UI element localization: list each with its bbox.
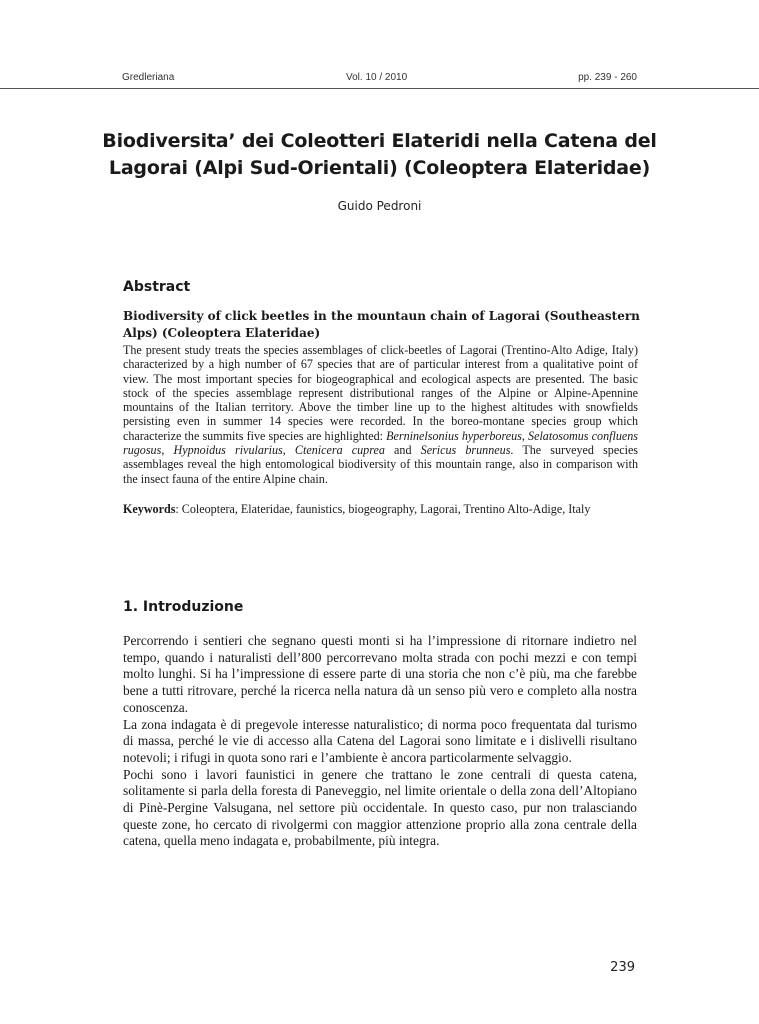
article-title: Biodiversita’ dei Coleotteri Elateridi nella Catena del Lagorai (Alpi Sud-Orientali) (Coleoptera Elateridae) <box>102 130 657 179</box>
page-number: 239 <box>610 960 635 975</box>
abstract-text: The present study treats the species assemblages of click-beetles of Lagorai (Trentino-Alto Adige, Italy) characterized by a high number of 67 species that are of particular interest from a qualitative point of view. The most important species for biogeographical and ecological aspects are presented. The basic stock of the species assemblage represent distributional ranges of the Alpine or Alpine-Apennine mountains of the Italian territory. Above the timber line up to the highest altitudes with snowfields persisting even in summer 14 species were recorded. In the boreo-montane species group which characterize the summits five species are highlighted: Berninelsonius hyperboreus, Selatosomus confluens rugosus, Hypnoidus rivularius, Ctenicera cuprea and Sericus brunneus. The surveyed species assemblages reveal the high entomological biodiversity of this mountain range, also in comparison with the insect fauna of the entire Alpine chain. <box>123 343 639 486</box>
abstract-text-part-2: . The surveyed species assemblages reveal the high entomological biodiversity of this mountain range, also in comparison with the insect fauna of the entire Alpine chain. <box>123 443 639 486</box>
journal-name: Gredleriana <box>122 72 175 83</box>
introduction-paragraph: Percorrendo i sentieri che segnano questi monti si ha l’impressione di ritornare indietro nel tempo, quando i naturalisti dell’800 percorrevano molta strada con pochi mezzi e con tempi molto lunghi. Si ha l’impressione di essere parte di una storia che non c’è più, ma che farebbe bene a tutti ritrovare, perché la ricerca nella natura dà un senso più vero e completo alla nostra conoscenza. <box>123 633 637 715</box>
keywords-list: : Coleoptera, Elateridae, faunistics, biogeography, Lagorai, Trentino Alto-Adige, Italy <box>175 502 591 516</box>
running-header <box>122 72 637 86</box>
introduction-paragraph: Pochi sono i lavori faunistici in genere che trattano le zone centrali di questa catena, solitamente si parla della foresta di Paneveggio, nel limite orientale o della zona dell’Altopiano di Pinè-Pergine Valsugana, nel settore più occidentale. In questo caso, pur non tralasciando queste zone, ho cercato di rivolgermi con maggior attenzione proprio alla zona centrale della catena, quella meno indagata e, probabilmente, più integra. <box>123 766 637 849</box>
species-name: Ctenicera cuprea <box>294 443 385 458</box>
introduction-heading: 1. Introduzione <box>123 599 244 615</box>
page-range: pp. 239 - 260 <box>578 72 637 83</box>
volume-info: Vol. 10 / 2010 <box>346 72 408 83</box>
introduction-body <box>123 633 637 850</box>
species-name: Berninelsonius hyperboreus <box>386 428 522 443</box>
abstract-text-part-1: The present study treats the species assemblages of click-beetles of Lagorai (Trentino-Alto Adige, Italy) characterized by a high number of 67 species that are of particular interest from a qualitative point of view. The most important species for biogeographical and ecological aspects are presented. The basic stock of the species assemblage represent distributional ranges of the Alpine or Alpine-Apennine mountains of the Italian territory. Above the timber line up to the highest altitudes with snowfields persisting even in summer 14 species were recorded. In the boreo-montane species group which characterize the summits five species are highlighted: <box>123 343 638 443</box>
species-name: Sericus brunneus <box>420 443 511 458</box>
keywords <box>123 502 643 516</box>
keywords-label: Keywords <box>123 502 176 516</box>
abstract-heading: Abstract <box>123 279 191 295</box>
author-name: Guido Pedroni <box>337 199 422 213</box>
species-name: Hypnoidus rivularius <box>173 443 283 458</box>
introduction-paragraph: La zona indagata è di pregevole interesse naturalistico; di norma poco frequentata dal turismo di massa, perché le vie di accesso alla Catena del Lagorai sono limitate e i dislivelli risultano notevoli; i rifugi in quota sono rari e l’ambiente è ancora particolarmente selvaggio. <box>123 716 637 765</box>
header-divider <box>0 88 759 89</box>
species-name: Selatosomus confluens rugosus <box>123 428 638 458</box>
abstract-title: Biodiversity of click beetles in the mountaun chain of Lagorai (Southeastern Alps) (Coleoptera Elateridae) <box>123 309 640 340</box>
